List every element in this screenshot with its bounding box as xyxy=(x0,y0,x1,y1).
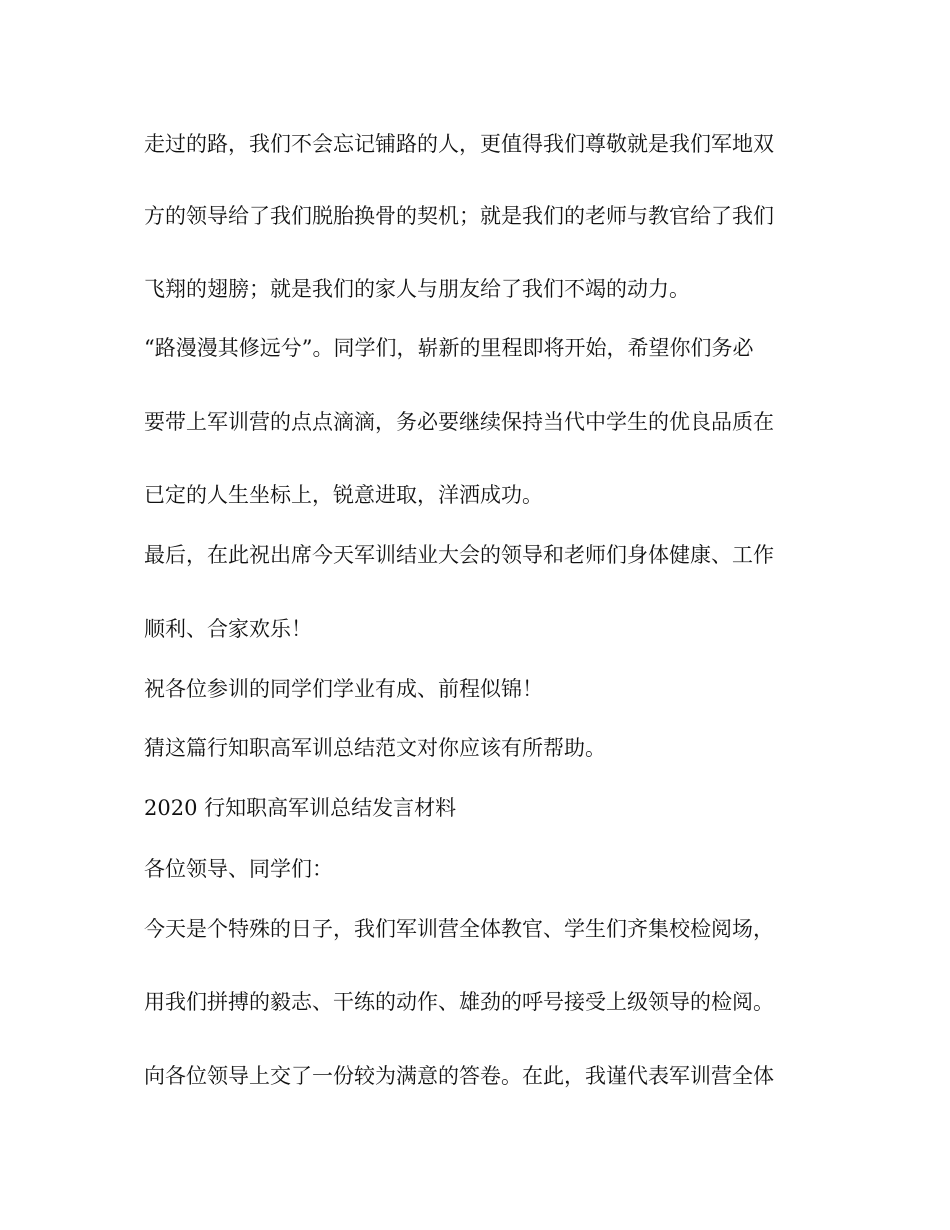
paragraph-line: 飞翔的翅膀；就是我们的家人与朋友给了我们不竭的动力。 xyxy=(144,277,690,301)
paragraph-line: 要带上军训营的点点滴滴，务必要继续保持当代中学生的优良品质在 xyxy=(144,410,774,434)
paragraph-line: 向各位领导上交了一份较为满意的答卷。在此，我谨代表军训营全体 xyxy=(144,1064,774,1088)
paragraph-line: 祝各位参训的同学们学业有成、前程似锦！ xyxy=(144,677,543,701)
paragraph-line: 已定的人生坐标上，锐意进取，洋洒成功。 xyxy=(144,483,543,507)
paragraph-line: 今天是个特殊的日子，我们军训营全体教官、学生们齐集校检阅场， xyxy=(144,917,774,941)
paragraph-line: 用我们拼搏的毅志、干练的动作、雄劲的呼号接受上级领导的检阅。 xyxy=(144,990,774,1014)
paragraph-line: “路漫漫其修远兮”。同学们，崭新的里程即将开始，希望你们务必 xyxy=(144,336,754,360)
salutation: 各位领导、同学们： xyxy=(144,857,333,881)
paragraph-line: 顺利、合家欢乐！ xyxy=(144,617,312,641)
paragraph-line: 走过的路，我们不会忘记铺路的人，更值得我们尊敬就是我们军地双 xyxy=(144,132,774,156)
paragraph-line: 猜这篇行知职高军训总结范文对你应该有所帮助。 xyxy=(144,736,606,760)
paragraph-line: 方的领导给了我们脱胎换骨的契机；就是我们的老师与教官给了我们 xyxy=(144,204,774,228)
paragraph-line: 最后，在此祝出席今天军训结业大会的领导和老师们身体健康、工作 xyxy=(144,543,774,567)
document-subtitle: 2020 行知职高军训总结发言材料 xyxy=(144,796,457,820)
